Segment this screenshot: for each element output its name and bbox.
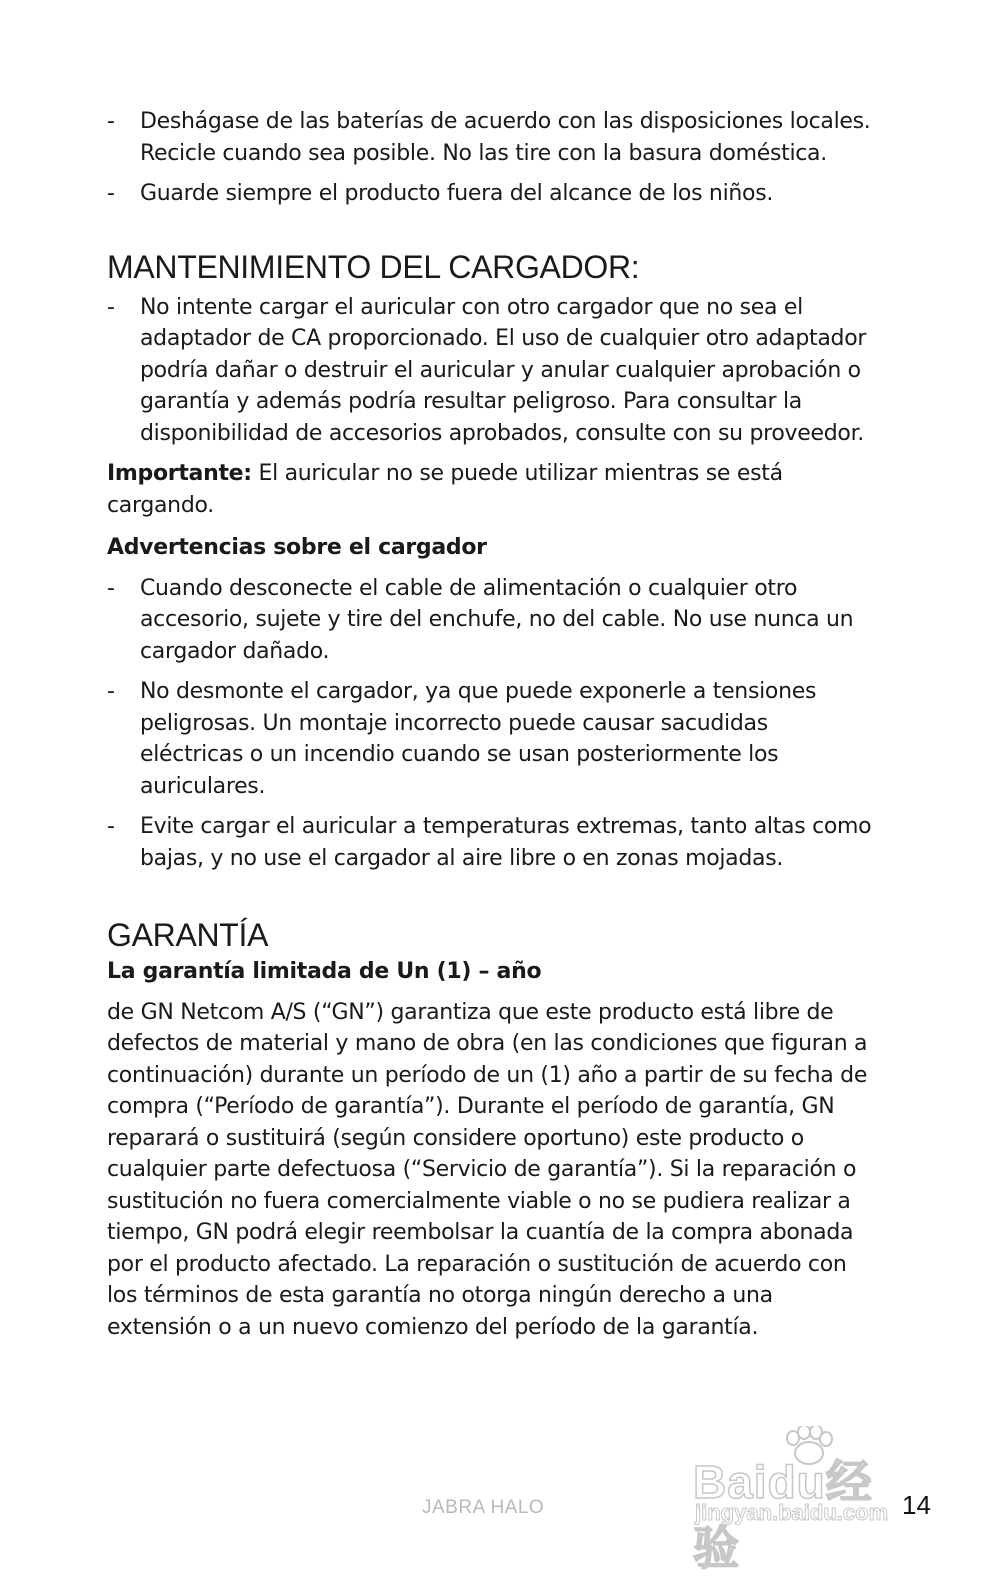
- list-item: [107, 178, 877, 210]
- list-item: [107, 106, 877, 169]
- bullet-dash: -: [107, 181, 115, 206]
- important-text: El auricular no se puede utilizar mientras se está cargando.: [107, 461, 783, 518]
- bullet-text: Cuando desconecte el cable de alimentación o cualquier otro accesorio, sujete y tire del enchufe, no del cable. No use nunca un cargador dañado.: [140, 575, 854, 664]
- warnings-subheading: Advertencias sobre el cargador: [107, 535, 487, 560]
- list-item: [107, 573, 877, 668]
- watermark: [693, 1426, 918, 1574]
- maintenance-bullet-list: [107, 292, 877, 450]
- list-item: [107, 811, 877, 874]
- bullet-text: No desmonte el cargador, ya que puede exponerle a tensiones peligrosas. Un montaje incorrecto puede causar sacudidas eléctricas o un incendio cuando se usan posteriormente los auriculares.: [140, 679, 817, 799]
- bullet-dash: -: [107, 575, 115, 601]
- page-number: 14: [902, 1490, 931, 1520]
- page-content: [107, 106, 877, 1343]
- bullet-dash: -: [107, 109, 115, 134]
- important-label: Importante:: [107, 461, 252, 486]
- list-item: [107, 292, 877, 450]
- guarantee-heading: GARANTÍA: [107, 917, 269, 953]
- bullet-text: Guarde siempre el producto fuera del alcance de los niños.: [140, 181, 774, 206]
- bullet-text: Evite cargar el auricular a temperaturas extremas, tanto altas como bajas, y no use el cargador al aire libre o en zonas mojadas.: [140, 814, 872, 871]
- list-item: [107, 676, 877, 802]
- bullet-dash: -: [107, 814, 115, 839]
- bullet-dash: -: [107, 679, 115, 704]
- important-note: [107, 458, 877, 521]
- bullet-text: No intente cargar el auricular con otro cargador que no sea el adaptador de CA proporcionado. El uso de cualquier otro adaptador podría dañar o destruir el auricular y anular cualquier aprobación o garantía y además podría resultar peligroso. Para consultar la disponibilidad de accesorios aprobados, consulte con su proveedor.: [140, 294, 867, 446]
- warnings-bullet-list: [107, 573, 877, 875]
- battery-bullet-list: [107, 106, 877, 210]
- footer-product-label: JABRA HALO: [422, 1497, 545, 1518]
- watermark-brand: Baidu经验: [693, 1456, 873, 1574]
- watermark-url: jingyan.baidu.com: [695, 1500, 889, 1525]
- guarantee-subheading: La garantía limitada de Un (1) – año: [107, 959, 542, 984]
- bullet-text: Deshágase de las baterías de acuerdo con las disposiciones locales. Recicle cuando sea posible. No las tire con la basura doméstica.: [140, 109, 871, 166]
- maintenance-heading: MANTENIMIENTO DEL CARGADOR:: [107, 248, 640, 285]
- guarantee-body: de GN Netcom A/S (“GN”) garantiza que este producto está libre de defectos de material y mano de obra (en las condiciones que figuran a continuación) durante un período de un (1) año a partir de su fecha de compra (“Período de garantía”). Durante el período de garantía, GN reparará o sustituirá (según considere oportuno) este producto o cualquier parte defectuosa (“Servicio de garantía”). Si la reparación o sustitución no fuera comercialmente viable o no se pudiera realizar a tiempo, GN podrá elegir reembolsar la cuantía de la compra abonada por el producto afectado. La reparación o sustitución de acuerdo con los términos de esta garantía no otorga ningún derecho a una extensión o a un nuevo comienzo del período de la garantía.: [107, 999, 868, 1340]
- bullet-dash: -: [107, 294, 115, 320]
